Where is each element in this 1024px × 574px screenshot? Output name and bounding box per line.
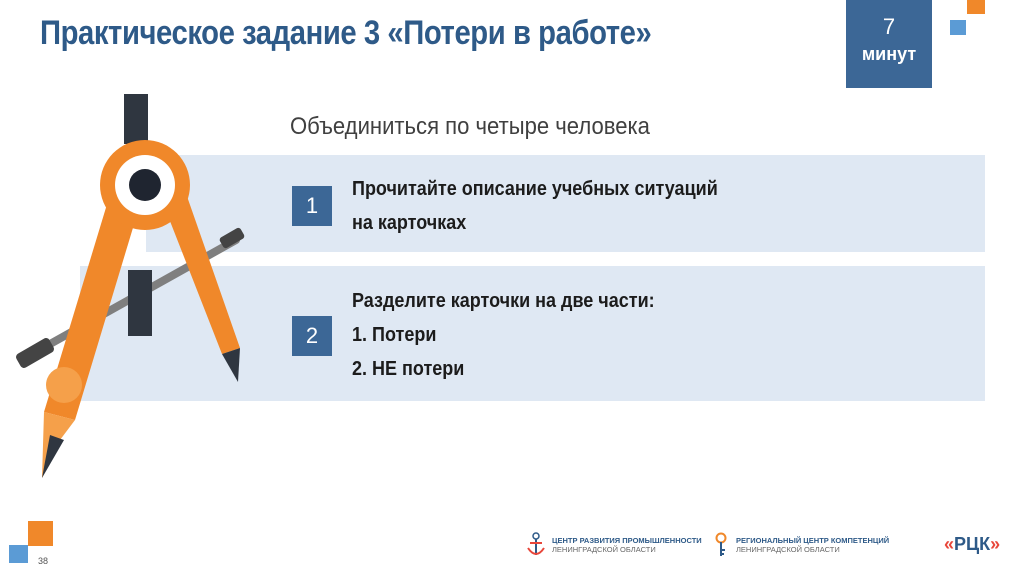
logo1-line2: ЛЕНИНГРАДСКОЙ ОБЛАСТИ (552, 545, 656, 554)
step-number-2: 2 (292, 316, 332, 356)
step-1-line-2: на карточках (352, 212, 467, 234)
decor-square-orange-bottom (28, 521, 53, 546)
compass-illustration (0, 90, 280, 490)
timer-value: 7 (882, 14, 896, 39)
step-1-text (352, 172, 718, 240)
page-number: 38 (38, 556, 49, 566)
logo-industry-center (526, 532, 702, 558)
step-number-1: 1 (292, 186, 332, 226)
decor-square-blue-bottom (9, 545, 28, 563)
logo2-line1: РЕГИОНАЛЬНЫЙ ЦЕНТР КОМПЕТЕНЦИЙ (736, 536, 890, 545)
step-2-text (352, 284, 655, 386)
timer-badge (846, 0, 932, 88)
logo-competence-center (712, 532, 889, 558)
logo-rck-text: РЦК (954, 534, 991, 554)
logo2-line2: ЛЕНИНГРАДСКОЙ ОБЛАСТИ (736, 545, 840, 554)
step-2-line-1: Разделите карточки на две части: (352, 290, 655, 312)
page-title: Практическое задание 3 «Потери в работе» (40, 14, 652, 52)
logo-rck: «РЦК» (944, 534, 1001, 554)
timer-unit: минут (861, 44, 917, 64)
decor-square-blue-top (950, 20, 966, 35)
anchor-logo-icon (526, 532, 546, 558)
decor-square-orange-top (967, 0, 985, 14)
step-2-line-2: 1. Потери (352, 324, 437, 346)
logo1-line1: ЦЕНТР РАЗВИТИЯ ПРОМЫШЛЕННОСТИ (552, 536, 702, 545)
key-logo-icon (712, 532, 730, 558)
step-1-line-1: Прочитайте описание учебных ситуаций (352, 178, 718, 200)
subtitle: Объединиться по четыре человека (290, 113, 650, 140)
step-2-line-3: 2. НЕ потери (352, 358, 465, 380)
